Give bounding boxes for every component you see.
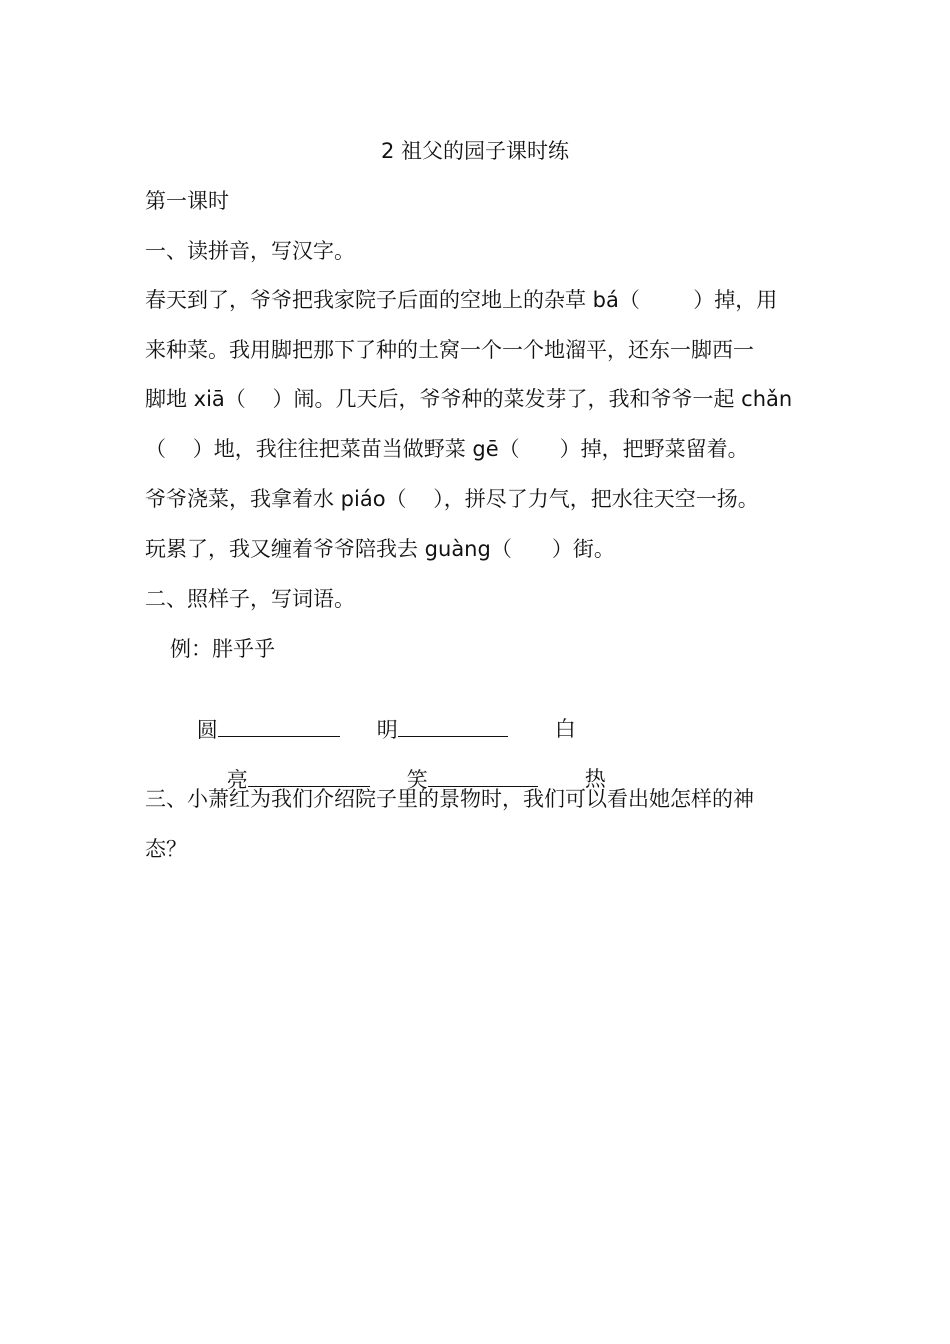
section1-line-6: 玩累了，我又缠着爷爷陪我去 guàng（ ）街。: [145, 537, 615, 561]
section2-heading: 二、照样子，写词语。: [145, 587, 355, 611]
section2-example: 例：胖乎乎: [170, 637, 275, 661]
section1-line-1: 春天到了，爷爷把我家院子后面的空地上的杂草 bá（ ）掉，用: [145, 288, 778, 312]
word-prefix: 笑: [406, 768, 428, 792]
word-prefix: 亮: [226, 768, 248, 792]
page-title: 2 祖父的园子课时练: [380, 139, 570, 163]
section3-line-2: 态？: [145, 837, 187, 861]
section1-line-5: 爷爷浇菜，我拿着水 piáo（ ），拼尽了力气，把水往天空一扬。: [145, 487, 759, 511]
section1-heading: 一、读拼音，写汉字。: [145, 239, 355, 263]
section1-line-4: （ ）地，我往往把菜苗当做野菜 gē（ ）掉，把野菜留着。: [145, 437, 749, 461]
lesson-label: 第一课时: [145, 189, 229, 213]
word-prefix: 明: [376, 718, 398, 742]
word-prefix: 白: [554, 717, 576, 741]
section1-line-3: 脚地 xiā（ ）闹。几天后，爷爷种的菜发芽了，我和爷爷一起 chǎn: [145, 387, 793, 411]
word-prefix: 圆: [196, 718, 218, 742]
word-prefix: 热: [584, 767, 606, 791]
section1-line-2: 来种菜。我用脚把那下了种的土窝一个一个地溜平，还东一脚西一: [145, 338, 754, 362]
section3-line-1: 三、小萧红为我们介绍院子里的景物时，我们可以看出她怎样的神: [145, 787, 754, 811]
